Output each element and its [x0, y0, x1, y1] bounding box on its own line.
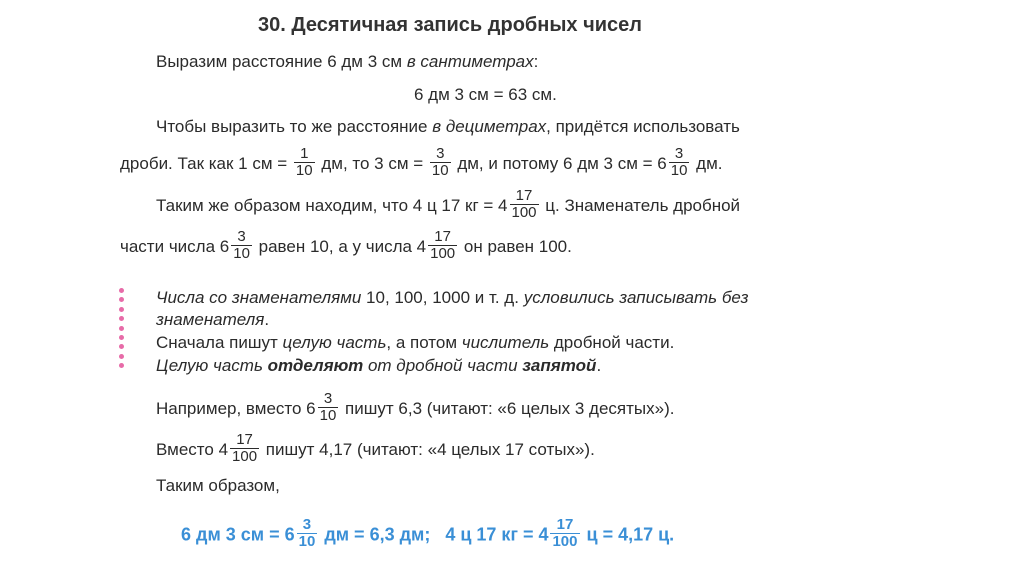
example-2 — [156, 431, 595, 467]
text: ц. Знаменатель дробной — [540, 195, 741, 215]
denominator: 100 — [511, 204, 537, 221]
fraction — [510, 188, 539, 221]
numerator: 3 — [297, 517, 318, 534]
numerator: 3 — [318, 391, 339, 408]
rule-line-4 — [156, 355, 601, 377]
italic-text: знаменателя — [156, 310, 265, 329]
paragraph-1 — [156, 51, 538, 73]
numerator: 17 — [428, 229, 457, 246]
rule-marker-dots — [119, 288, 125, 373]
numerator: 3 — [430, 146, 451, 163]
rule-line-3 — [156, 332, 674, 354]
example-1 — [156, 390, 675, 426]
dot — [119, 326, 124, 331]
text: Таким же образом находим, что 4 ц 17 кг = 4 — [156, 195, 508, 215]
fraction — [430, 146, 451, 179]
bold-italic-text: отделяют — [267, 356, 364, 375]
dot — [119, 354, 124, 359]
text: 6 дм 3 см = 6 — [181, 524, 295, 545]
denominator: 10 — [298, 533, 316, 550]
fraction — [550, 517, 579, 550]
dot — [119, 288, 124, 293]
italic-text: целую часть — [282, 333, 387, 352]
text: дроби. Так как 1 см = — [120, 153, 292, 173]
text: Выразим расстояние 6 дм 3 см — [156, 52, 407, 71]
text: Чтобы выразить то же расстояние — [156, 117, 433, 136]
dot — [119, 335, 124, 340]
numerator: 3 — [669, 146, 690, 163]
text: пишут 6,3 (читают: «6 целых 3 десятых»). — [340, 398, 675, 418]
italic-text: Целую часть — [156, 356, 268, 375]
numerator: 1 — [294, 146, 315, 163]
fraction — [230, 432, 259, 465]
dot — [119, 344, 124, 349]
denominator: 10 — [233, 245, 250, 262]
text: , придётся использовать — [546, 117, 740, 136]
numerator: 3 — [231, 229, 252, 246]
italic-text: в дециметрах — [432, 117, 547, 136]
denominator: 10 — [431, 162, 449, 179]
text: 10, 100, 1000 и т. д. — [361, 288, 524, 307]
fraction — [428, 229, 457, 262]
dot — [119, 297, 124, 302]
denominator: 100 — [552, 533, 578, 550]
text: ц = 4,17 ц. — [581, 524, 675, 545]
italic-text: условились записывать без — [523, 288, 749, 307]
italic-text: Числа со знаменателями — [156, 288, 362, 307]
text: : — [533, 52, 539, 71]
denominator: 10 — [319, 407, 337, 424]
text: . — [596, 356, 602, 375]
text: дробной части. — [549, 333, 675, 352]
italic-text: числитель — [461, 333, 550, 352]
fraction — [297, 517, 318, 550]
paragraph-2-line-1 — [156, 116, 740, 138]
rule-line-2 — [156, 309, 269, 331]
fraction — [669, 146, 690, 179]
text: Например, вместо 6 — [156, 398, 316, 418]
dot — [119, 363, 124, 368]
fraction — [231, 229, 252, 262]
final-equations — [181, 516, 675, 552]
text: дм, и потому 6 дм 3 см = 6 — [452, 153, 667, 173]
section-title: 30. Десятичная запись дробных чисел — [258, 14, 642, 36]
fraction — [318, 391, 339, 424]
paragraph-3-line-2 — [120, 228, 572, 264]
text: . — [264, 310, 270, 329]
text: он равен 100. — [459, 236, 572, 256]
equation-centimeters: 6 дм 3 см = 63 см. — [414, 85, 557, 104]
text: дм = 6,3 дм; 4 ц 17 кг = 4 — [319, 524, 549, 545]
denominator: 100 — [430, 245, 456, 262]
italic-text: в сантиметрах — [406, 52, 534, 71]
summary-text: Таким образом, — [156, 476, 280, 495]
text: дм, то 3 см = — [316, 153, 428, 173]
text: части числа 6 — [120, 236, 230, 256]
text: равен 10, а у числа 4 — [253, 236, 427, 256]
denominator: 100 — [232, 448, 258, 465]
denominator: 10 — [670, 162, 688, 179]
text: дм. — [691, 153, 723, 173]
denominator: 10 — [295, 162, 313, 179]
italic-text: от дробной части — [363, 356, 523, 375]
fraction — [294, 146, 315, 179]
numerator: 17 — [550, 517, 579, 534]
paragraph-3-line-1 — [156, 187, 741, 223]
text: , а потом — [386, 333, 462, 352]
dot — [119, 307, 124, 312]
text: Вместо 4 — [156, 439, 229, 459]
rule-line-1 — [156, 287, 749, 309]
text: пишут 4,17 (читают: «4 целых 17 сотых»). — [261, 439, 595, 459]
dot — [119, 316, 124, 321]
paragraph-2-line-2 — [120, 145, 723, 181]
bold-italic-text: запятой — [522, 356, 597, 375]
numerator: 17 — [230, 432, 259, 449]
text: Сначала пишут — [156, 333, 283, 352]
numerator: 17 — [510, 188, 539, 205]
